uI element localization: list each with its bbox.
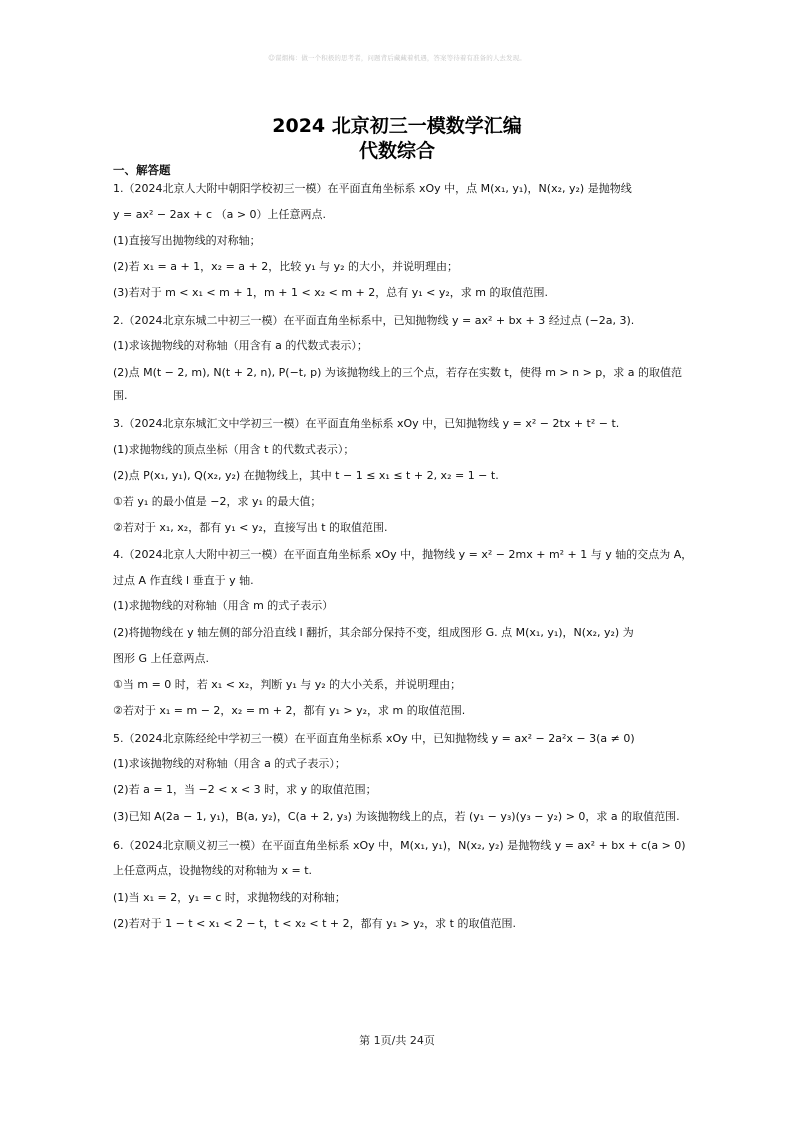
text-line: 过点 A 作直线 l 垂直于 y 轴. <box>113 574 254 587</box>
text-line: (1)求该抛物线的对称轴（用含有 a 的代数式表示）； <box>113 339 368 352</box>
text-line: 2.（2024北京东城二中初三一模）在平面直角坐标系中，已知抛物线 y = ax² + bx + 3 经过点 (−2a, 3). <box>113 314 635 327</box>
text-line: ①若 y₁ 的最小值是 −2，求 y₁ 的最大值； <box>113 495 322 508</box>
text-line: (3)若对于 m < x₁ < m + 1，m + 1 < x₂ < m + 2，总有 y₁ < y₂，求 m 的取值范围. <box>113 286 548 299</box>
text-line: 围. <box>113 389 128 402</box>
text-line: 5.（2024北京陈经纶中学初三一模）在平面直角坐标系 xOy 中，已知抛物线 y = ax² − 2a²x − 3(a ≠ 0) <box>113 732 635 745</box>
text-line: y = ax² − 2ax + c （a > 0）上任意两点. <box>113 208 327 221</box>
text-line: (1)求抛物线的顶点坐标（用含 t 的代数式表示）； <box>113 443 355 456</box>
text-line: (1)当 x₁ = 2，y₁ = c 时，求抛物线的对称轴； <box>113 891 346 904</box>
text-line: (1)求抛物线的对称轴（用含 m 的式子表示） <box>113 599 334 612</box>
text-line: 4.（2024北京人大附中初三一模）在平面直角坐标系 xOy 中，抛物线 y = x² − 2mx + m² + 1 与 y 轴的交点为 A， <box>113 548 693 561</box>
text-line: (2)若对于 1 − t < x₁ < 2 − t，t < x₂ < t + 2，都有 y₁ > y₂，求 t 的取值范围. <box>113 917 516 930</box>
text-line: (2)将抛物线在 y 轴左侧的部分沿直线 l 翻折，其余部分保持不变，组成图形 G. 点 M(x₁, y₁)，N(x₂, y₂) 为 <box>113 626 634 639</box>
section-heading: 一、解答题 <box>113 163 171 177</box>
text-line: (2)点 P(x₁, y₁), Q(x₂, y₂) 在抛物线上，其中 t − 1 ≤ x₁ ≤ t + 2, x₂ = 1 − t. <box>113 469 499 482</box>
page-footer: 第 1页/共 24页 <box>359 1034 435 1047</box>
document-subtitle: 代数综合 <box>358 140 435 162</box>
text-line: (2)若 a = 1，当 −2 < x < 3 时，求 y 的取值范围； <box>113 783 377 796</box>
text-line: (3)已知 A(2a − 1, y₁)，B(a, y₂)，C(a + 2, y₃) 为该抛物线上的点，若 (y₁ − y₃)(y₃ − y₂) > 0，求 a 的取值范围. <box>113 810 680 823</box>
text-line: (2)若 x₁ = a + 1，x₂ = a + 2，比较 y₁ 与 y₂ 的大小，并说明理由； <box>113 260 459 273</box>
text-line: (1)直接写出抛物线的对称轴； <box>113 234 261 247</box>
watermark-text: ☺谋烟梅：做一个积极的思考者，问题背后藏藏着机遇，答案等待着有准备的人去发现。 <box>268 54 526 62</box>
document-title: 2024 北京初三一模数学汇编 <box>272 115 522 137</box>
text-line: ②若对于 x₁, x₂，都有 y₁ < y₂，直接写出 t 的取值范围. <box>113 521 388 534</box>
text-line: 上任意两点，设抛物线的对称轴为 x = t. <box>113 864 313 877</box>
text-line: 图形 G 上任意两点. <box>113 652 210 665</box>
text-line: 6.（2024北京顺义初三一模）在平面直角坐标系 xOy 中，M(x₁, y₁)，N(x₂, y₂) 是抛物线 y = ax² + bx + c(a > 0) <box>113 839 686 852</box>
text-line: 3.（2024北京东城汇文中学初三一模）在平面直角坐标系 xOy 中，已知抛物线 y = x² − 2tx + t² − t. <box>113 417 620 430</box>
text-line: (1)求该抛物线的对称轴（用含 a 的式子表示）； <box>113 757 346 770</box>
text-line: ①当 m = 0 时，若 x₁ < x₂，判断 y₁ 与 y₂ 的大小关系，并说明理由； <box>113 678 462 691</box>
text-line: 1.（2024北京人大附中朝阳学校初三一模）在平面直角坐标系 xOy 中，点 M(x₁, y₁)，N(x₂, y₂) 是抛物线 <box>113 182 632 195</box>
text-line: (2)点 M(t − 2, m), N(t + 2, n), P(−t, p) 为该抛物线上的三个点，若存在实数 t，使得 m > n > p，求 a 的取值范 <box>113 366 683 379</box>
text-line: ②若对于 x₁ = m − 2，x₂ = m + 2，都有 y₁ > y₂，求 m 的取值范围. <box>113 704 466 717</box>
